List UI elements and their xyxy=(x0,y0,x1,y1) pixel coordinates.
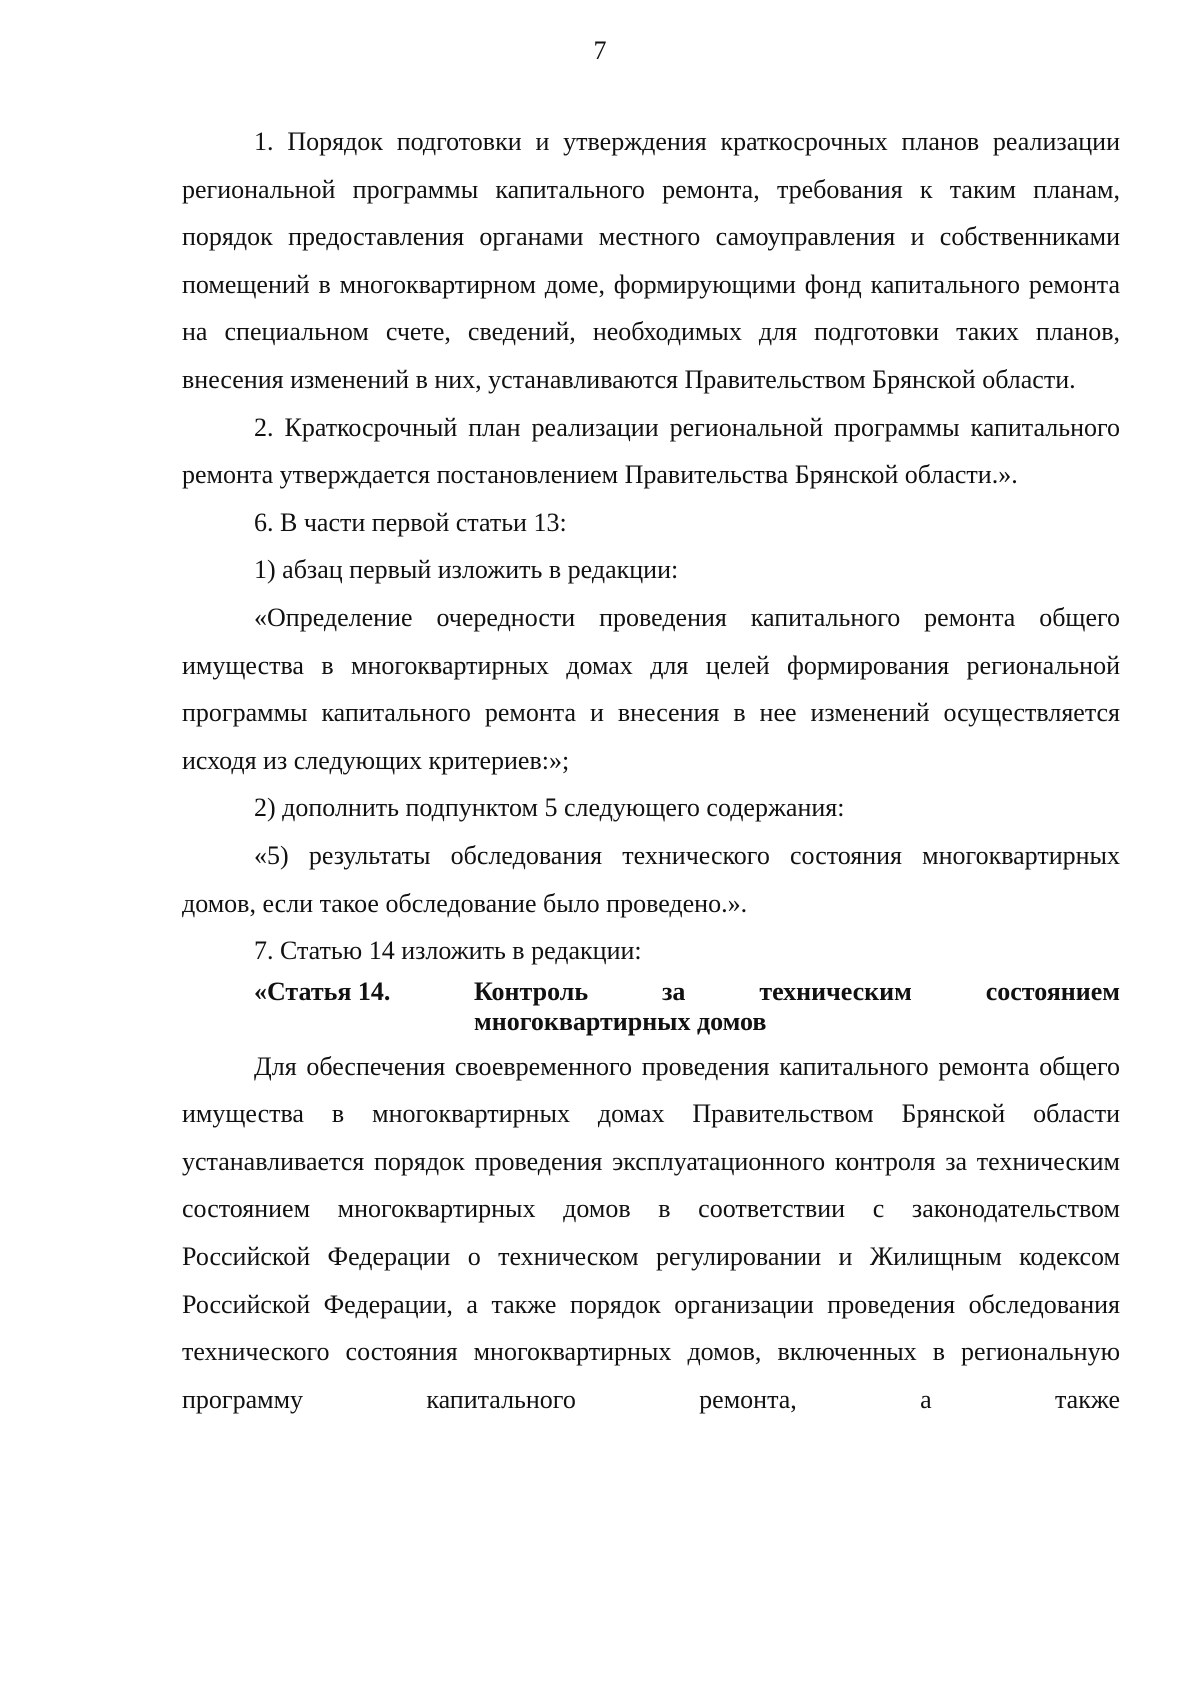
paragraph-article-text: Для обеспечения своевременного проведения капитального ремонта общего имущества в многоквартирных домах Правительством Брянской области устанавливается порядок проведения эксплуатационного контроля за техническим состоянием многоквартирных домов в соответствии с законодательством Российской Федерации о техническом регулировании и Жилищным кодексом Российской Федерации, а также порядок организации проведения обследования технического состояния многоквартирных домов, включенных в региональную программу капитального ремонта, а также xyxy=(182,1051,1120,1414)
document-body xyxy=(182,118,1120,1423)
paragraph-subitem-2: 2) дополнить подпунктом 5 следующего содержания: xyxy=(254,793,845,823)
article-label: «Статья 14. xyxy=(254,976,391,1006)
paragraph-1: 1. Порядок подготовки и утверждения краткосрочных планов реализации региональной программы капитального ремонта, требования к таким планам, порядок предоставления органами местного самоуправления и собственниками помещений в многоквартирном доме, формирующими фонд капитального ремонта на специальном счете, сведений, необходимых для подготовки таких планов, внесения изменений в них, устанавливаются Правительством Брянской области. xyxy=(182,127,1120,394)
paragraph-subitem-1: 1) абзац первый изложить в редакции: xyxy=(254,555,679,585)
paragraph-quote-item-5: «5) результаты обследования технического состояния многоквартирных домов, если такое обследование было проведено.». xyxy=(182,840,1120,918)
paragraph-quote-definition: «Определение очередности проведения капитального ремонта общего имущества в многоквартирных домах для целей формирования региональной программы капитального ремонта и внесения в нее изменений осуществляется исходя из следующих критериев:»; xyxy=(182,602,1120,775)
article-title: Контроль за техническим состоянием многоквартирных домов xyxy=(474,976,1120,1036)
page-number: 7 xyxy=(593,36,607,65)
paragraph-item-7: 7. Статью 14 изложить в редакции: xyxy=(254,936,642,966)
article-heading xyxy=(182,977,1120,1037)
paragraph-item-6: 6. В части первой статьи 13: xyxy=(254,507,567,537)
paragraph-2: 2. Краткосрочный план реализации региональной программы капитального ремонта утверждается постановлением Правительства Брянской области.». xyxy=(182,412,1120,490)
